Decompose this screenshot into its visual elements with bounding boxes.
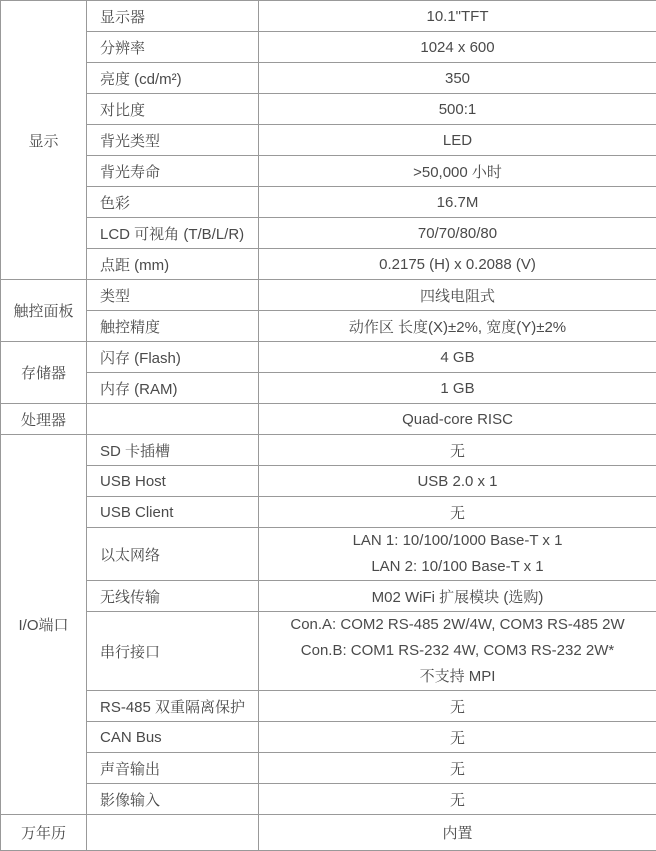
table-row bbox=[1, 753, 656, 784]
spec-label: RS-485 双重隔离保护 bbox=[87, 691, 259, 722]
spec-label: CAN Bus bbox=[87, 722, 259, 753]
spec-label: USB Client bbox=[87, 497, 259, 528]
category-cell-calendar: 万年历 bbox=[1, 815, 87, 851]
spec-value: USB 2.0 x 1 bbox=[259, 466, 656, 497]
spec-label: 对比度 bbox=[87, 94, 259, 125]
spec-label: 类型 bbox=[87, 280, 259, 311]
spec-value: 无 bbox=[259, 722, 656, 753]
spec-value-line: LAN 2: 10/100 Base-T x 1 bbox=[371, 558, 544, 575]
table-row bbox=[1, 187, 656, 218]
table-row bbox=[1, 249, 656, 280]
table-row bbox=[1, 404, 656, 435]
spec-value: Quad-core RISC bbox=[259, 404, 656, 435]
spec-value: 无 bbox=[259, 784, 656, 815]
table-row bbox=[1, 342, 656, 373]
category-cell-io-ports: I/O端口 bbox=[1, 435, 87, 815]
spec-value: 无 bbox=[259, 753, 656, 784]
table-row bbox=[1, 722, 656, 753]
table-row bbox=[1, 435, 656, 466]
spec-value: 4 GB bbox=[259, 342, 656, 373]
spec-label: SD 卡插槽 bbox=[87, 435, 259, 466]
spec-value-line: Con.A: COM2 RS-485 2W/4W, COM3 RS-485 2W bbox=[290, 616, 625, 633]
spec-value-line: 不支持 MPI bbox=[419, 668, 496, 685]
spec-label: USB Host bbox=[87, 466, 259, 497]
spec-label: 内存 (RAM) bbox=[87, 373, 259, 404]
spec-label: 影像输入 bbox=[87, 784, 259, 815]
spec-value: 500:1 bbox=[259, 94, 656, 125]
table-row bbox=[1, 373, 656, 404]
category-cell-touch-panel: 触控面板 bbox=[1, 280, 87, 342]
table-row bbox=[1, 218, 656, 249]
table-row bbox=[1, 1, 656, 32]
spec-label: 触控精度 bbox=[87, 311, 259, 342]
spec-value: M02 WiFi 扩展模块 (选购) bbox=[259, 581, 656, 612]
spec-value: 1 GB bbox=[259, 373, 656, 404]
spec-label: 闪存 (Flash) bbox=[87, 342, 259, 373]
spec-value: 无 bbox=[259, 435, 656, 466]
spec-label-empty bbox=[87, 404, 259, 435]
spec-label-empty bbox=[87, 815, 259, 851]
spec-value bbox=[259, 528, 656, 581]
spec-label: 背光寿命 bbox=[87, 156, 259, 187]
spec-label: 声音输出 bbox=[87, 753, 259, 784]
table-row bbox=[1, 815, 656, 851]
spec-label: 背光类型 bbox=[87, 125, 259, 156]
category-cell-display: 显示 bbox=[1, 1, 87, 280]
spec-label: 点距 (mm) bbox=[87, 249, 259, 280]
spec-value bbox=[259, 612, 656, 691]
spec-value: LED bbox=[259, 125, 656, 156]
table-row bbox=[1, 94, 656, 125]
spec-value: 10.1"TFT bbox=[259, 1, 656, 32]
spec-value: 四线电阻式 bbox=[259, 280, 656, 311]
spec-value: 动作区 长度(X)±2%, 宽度(Y)±2% bbox=[259, 311, 656, 342]
spec-value: 70/70/80/80 bbox=[259, 218, 656, 249]
spec-value: >50,000 小时 bbox=[259, 156, 656, 187]
spec-label: 色彩 bbox=[87, 187, 259, 218]
category-cell-processor: 处理器 bbox=[1, 404, 87, 435]
spec-value-line: LAN 1: 10/100/1000 Base-T x 1 bbox=[352, 532, 563, 549]
table-row bbox=[1, 63, 656, 94]
table-row bbox=[1, 156, 656, 187]
table-row bbox=[1, 528, 656, 581]
table-row bbox=[1, 581, 656, 612]
spec-value-line: Con.B: COM1 RS-232 4W, COM3 RS-232 2W* bbox=[300, 642, 615, 659]
table-row bbox=[1, 32, 656, 63]
spec-value: 无 bbox=[259, 497, 656, 528]
spec-value: 16.7M bbox=[259, 187, 656, 218]
table-row bbox=[1, 784, 656, 815]
table-row bbox=[1, 280, 656, 311]
spec-value: 无 bbox=[259, 691, 656, 722]
spec-value: 350 bbox=[259, 63, 656, 94]
spec-label: 串行接口 bbox=[87, 612, 259, 691]
table-row bbox=[1, 125, 656, 156]
table-row bbox=[1, 497, 656, 528]
spec-label: 无线传输 bbox=[87, 581, 259, 612]
spec-label: 分辨率 bbox=[87, 32, 259, 63]
spec-value: 1024 x 600 bbox=[259, 32, 656, 63]
category-cell-memory: 存储器 bbox=[1, 342, 87, 404]
spec-label: 以太网络 bbox=[87, 528, 259, 581]
spec-value: 0.2175 (H) x 0.2088 (V) bbox=[259, 249, 656, 280]
table-row bbox=[1, 311, 656, 342]
table-row bbox=[1, 612, 656, 691]
table-row bbox=[1, 691, 656, 722]
spec-label: 显示器 bbox=[87, 1, 259, 32]
table-row bbox=[1, 466, 656, 497]
spec-label: 亮度 (cd/m²) bbox=[87, 63, 259, 94]
spec-value: 内置 bbox=[259, 815, 656, 851]
spec-label: LCD 可视角 (T/B/L/R) bbox=[87, 218, 259, 249]
